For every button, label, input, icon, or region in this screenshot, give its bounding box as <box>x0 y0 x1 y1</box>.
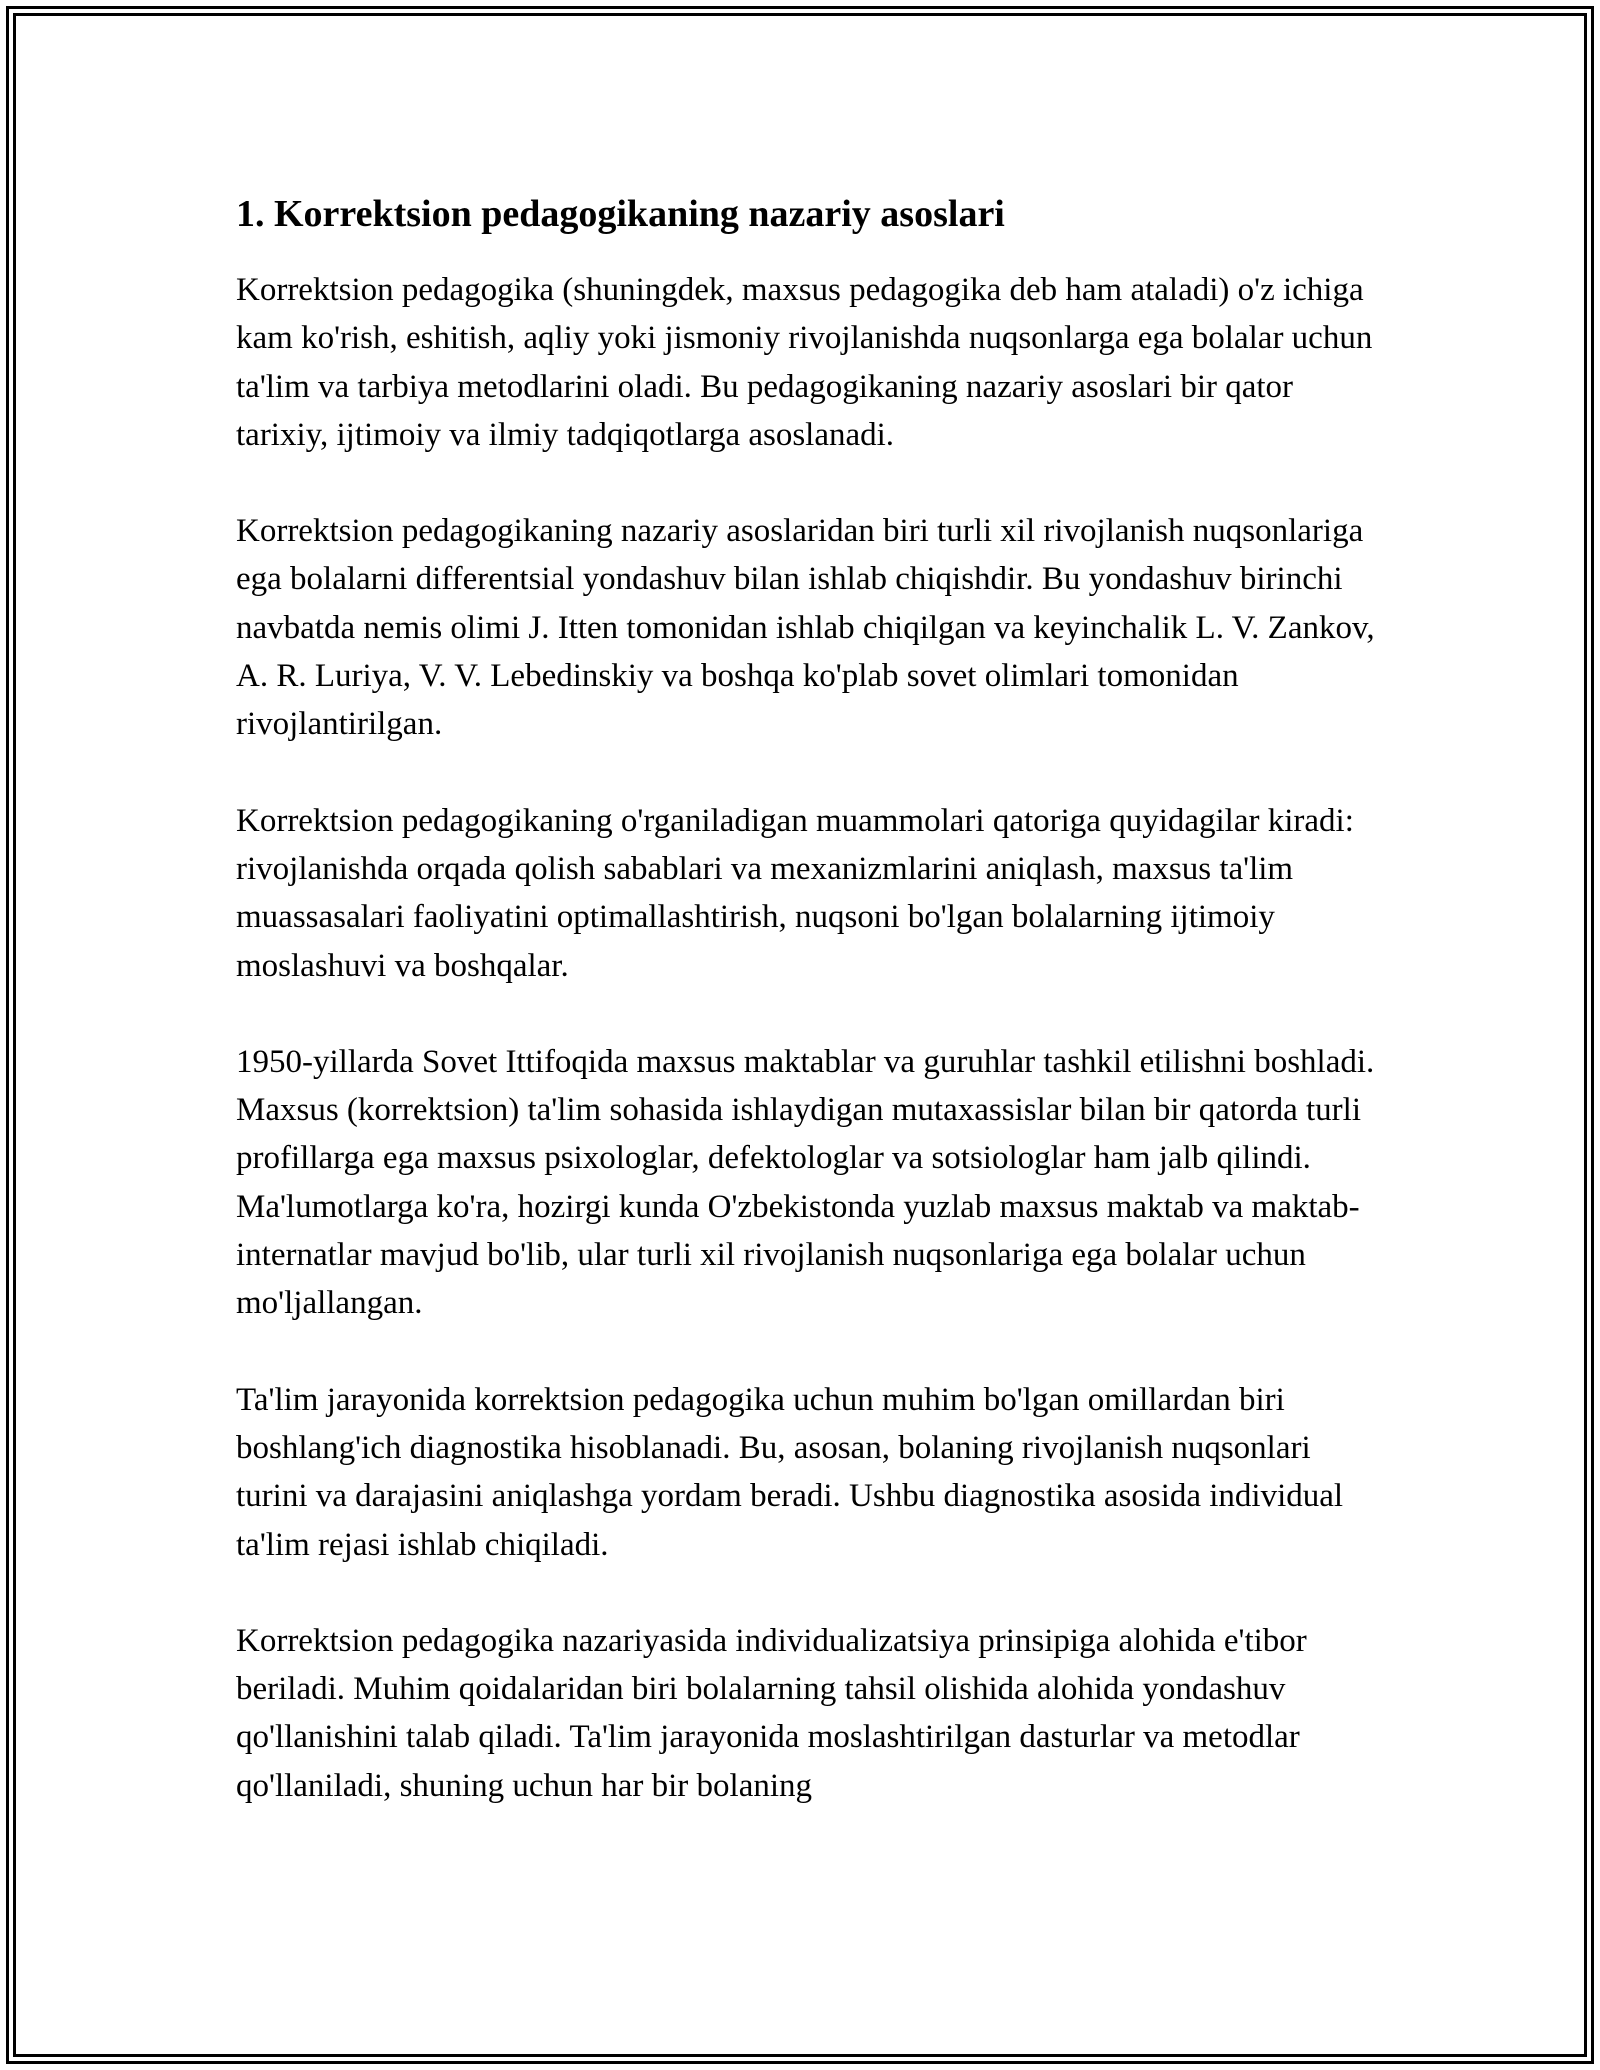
paragraph-5: Ta'lim jarayonida korrektsion pedagogika uchun muhim bo'lgan omillardan biri boshlang'ich diagnostika hisoblanadi. Bu, asosan, bolaning rivojlanish nuqsonlari turini va darajasini aniqlashga yordam beradi. Ushbu diagnostika asosida individual ta'lim rejasi ishlab chiqiladi. <box>236 1381 1344 1563</box>
paragraph-2: Korrektsion pedagogikaning nazariy asoslaridan biri turli xil rivojlanish nuqsonlariga ega bolalarni differentsial yondashuv bilan ishlab chiqishdir. Bu yondashuv birinchi navbatda nemis olimi J. Itten tomonidan ishlab chiqilgan va keyinchalik L. V. Zankov, A. R. Luriya, V. V. Lebedinskiy va boshqa ko'plab sovet olimlari tomonidan rivojlantirilgan. <box>236 513 1375 743</box>
document-body <box>236 186 1376 1810</box>
section-title: 1. Korrektsion pedagogikaning nazariy asoslari <box>236 193 1005 235</box>
paragraph-6: Korrektsion pedagogika nazariyasida individualizatsiya prinsipiga alohida e'tibor beriladi. Muhim qoidalaridan biri bolalarning tahsil olishida alohida yondashuv qo'llanishini talab qiladi. Ta'lim jarayonida moslashtirilgan dasturlar va metodlar qo'llaniladi, shuning uchun har bir bolaning <box>236 1622 1307 1804</box>
paragraph-4: 1950-yillarda Sovet Ittifoqida maxsus maktablar va guruhlar tashkil etilishni boshladi. Maxsus (korrektsion) ta'lim sohasida ishlaydigan mutaxassislar bilan bir qatorda turli profillarga ega maxsus psixologlar, defektologlar va sotsiologlar ham jalb qilindi. Ma'lumotlarga ko'ra, hozirgi kunda O'zbekistonda yuzlab maxsus maktab va maktab-internatlar mavjud bo'lib, ular turli xil rivojlanish nuqsonlariga ega bolalar uchun mo'ljallangan. <box>236 1043 1375 1322</box>
paragraph-1: Korrektsion pedagogika (shuningdek, maxsus pedagogika deb ham ataladi) o'z ichiga kam ko'rish, eshitish, aqliy yoki jismoniy rivojlanishda nuqsonlarga ega bolalar uchun ta'lim va tarbiya metodlarini oladi. Bu pedagogikaning nazariy asoslari bir qator tarixiy, ijtimoiy va ilmiy tadqiqotlarga asoslanadi. <box>236 272 1373 453</box>
paragraph-3: Korrektsion pedagogikaning o'rganiladigan muammolari qatoriga quyidagilar kiradi: rivojlanishda orqada qolish sabablari va mexanizmlarini aniqlash, maxsus ta'lim muassasalari faoliyatini optimallashtirish, nuqsoni bo'lgan bolalarning ijtimoiy moslashuvi va boshqalar. <box>236 802 1354 984</box>
